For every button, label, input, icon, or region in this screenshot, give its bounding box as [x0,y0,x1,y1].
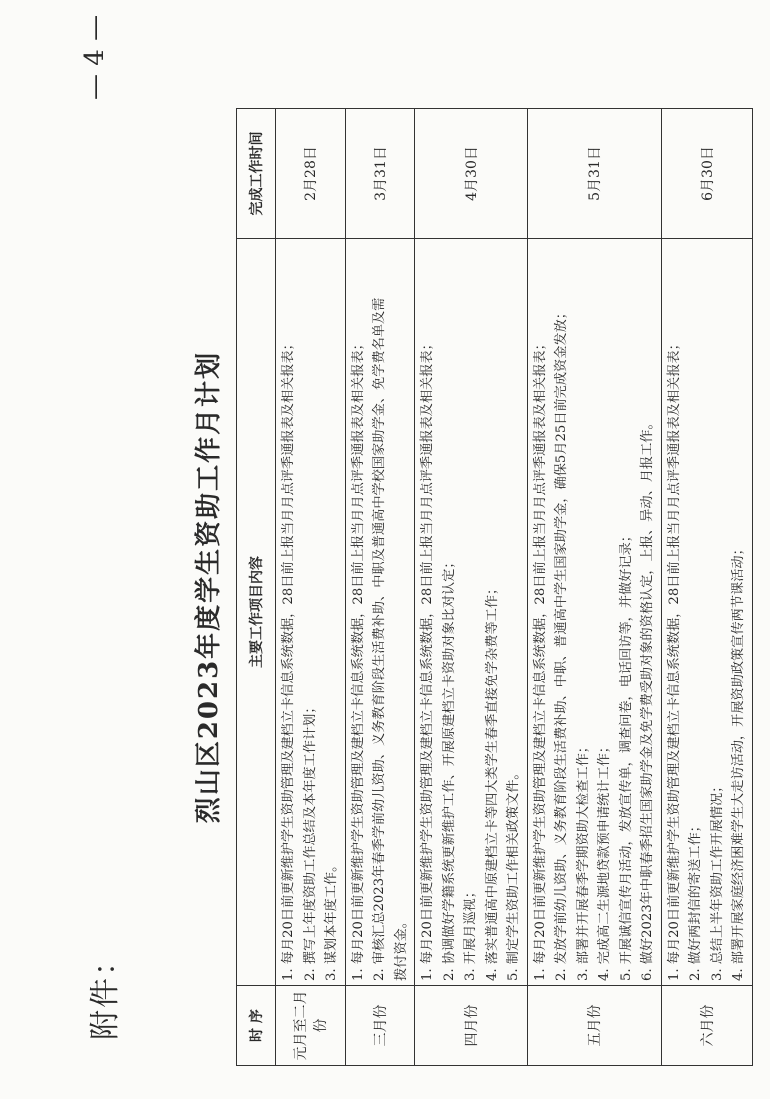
work-item: 2. 发放学前幼儿资助、义务教育阶段生活费补助、中职、普通高中学生国家助学金，确保5月25日前完成资金发放； [554,306,569,981]
work-item: 4. 部署开展家庭经济困难学生大走访活动，开展资助政策宣传两节课活动； [731,542,746,981]
header-content: 主要工作项目内容 [237,239,276,986]
table-row [345,109,415,1066]
work-item: 1. 每月20日前更新维护学生资助管理及建档立卡信息系统数据，28日前上报当月月点评季通报表及相关报表； [420,337,435,981]
due-date-cell: 4月30日 [415,109,528,239]
rotated-document [182,108,746,1066]
items-cell [415,239,528,986]
items-cell [661,239,752,986]
attachment-label: 附件： [88,944,123,1040]
items-cell [345,239,415,986]
work-item: 3. 谋划本年度工作。 [324,858,339,981]
items-cell [276,239,346,986]
document-title: 烈山区2023年度学生资助工作月计划 [194,350,224,824]
work-item: 1. 每月20日前更新维护学生资助管理及建档立卡信息系统数据，28日前上报当月月点评季通报表及相关报表； [350,337,366,981]
work-item: 6. 做好2023年中职春季招生国家助学金及免学费受助对象的资格认定，上报、异动、月报工作。 [640,416,655,981]
page-number: — 4 — [80,14,110,100]
period-cell: 五月份 [527,986,661,1066]
due-date-cell: 6月30日 [661,109,752,239]
work-item: 5. 开展诚信宣传月活动，发放宣传单，调查问卷，电话回访等，并做好记录； [618,529,634,981]
work-item: 4. 落实普通高中原建档立卡等四大类学生春季直接免学杂费等工作； [484,581,500,981]
work-item: 3. 部署并开展春季学期资助大检查工作； [575,740,591,981]
work-item: 2. 协调做好学籍系统更新维护工作、开展原建档立卡资助对象比对认定； [441,555,457,981]
due-date-cell: 5月31日 [527,109,661,239]
period-cell: 四月份 [415,986,528,1066]
table-row [527,109,661,1066]
work-item: 5. 制定学生资助工作相关政策文件。 [506,766,521,981]
table-header-row [237,109,276,1066]
work-item: 2. 撰写上年度资助工作总结及本年度工作计划； [302,700,318,981]
header-period: 时 序 [237,986,276,1066]
table-row [415,109,528,1066]
due-date-cell: 2月28日 [276,109,346,239]
work-item: 4. 完成高二生源地贷款预申请统计工作； [597,740,612,981]
work-plan-table [236,108,753,1066]
work-item: 3. 开展月巡视； [463,885,478,981]
table-row [276,109,346,1066]
work-item: 2. 审核汇总2023年春季学前幼儿资助、义务教育阶段生活费补助、中职及普通高中学校国家助学金、免学费名单及需 [372,297,387,981]
header-due: 完成工作时间 [237,109,276,239]
work-item: 3. 总结上半年资助工作开展情况； [709,779,725,981]
work-item: 1. 每月20日前更新维护学生资助管理及建档立卡信息系统数据，28日前上报当月月点评季通报表及相关报表； [666,337,682,981]
items-cell [527,239,661,986]
due-date-cell: 3月31日 [345,109,415,239]
work-item: 2. 做好两封信的寄送工作； [688,819,703,981]
table-row [661,109,752,1066]
work-item: 1. 每月20日前更新维护学生资助管理及建档立卡信息系统数据，28日前上报当月月点评季通报表及相关报表； [532,337,548,981]
work-item: 拨付资金。 [393,915,409,981]
period-cell: 三月份 [345,986,415,1066]
work-item: 1. 每月20日前更新维护学生资助管理及建档立卡信息系统数据，28日前上报当月月点评季通报表及相关报表； [281,337,296,981]
period-cell: 元月至二月份 [276,986,346,1066]
period-cell: 六月份 [661,986,752,1066]
